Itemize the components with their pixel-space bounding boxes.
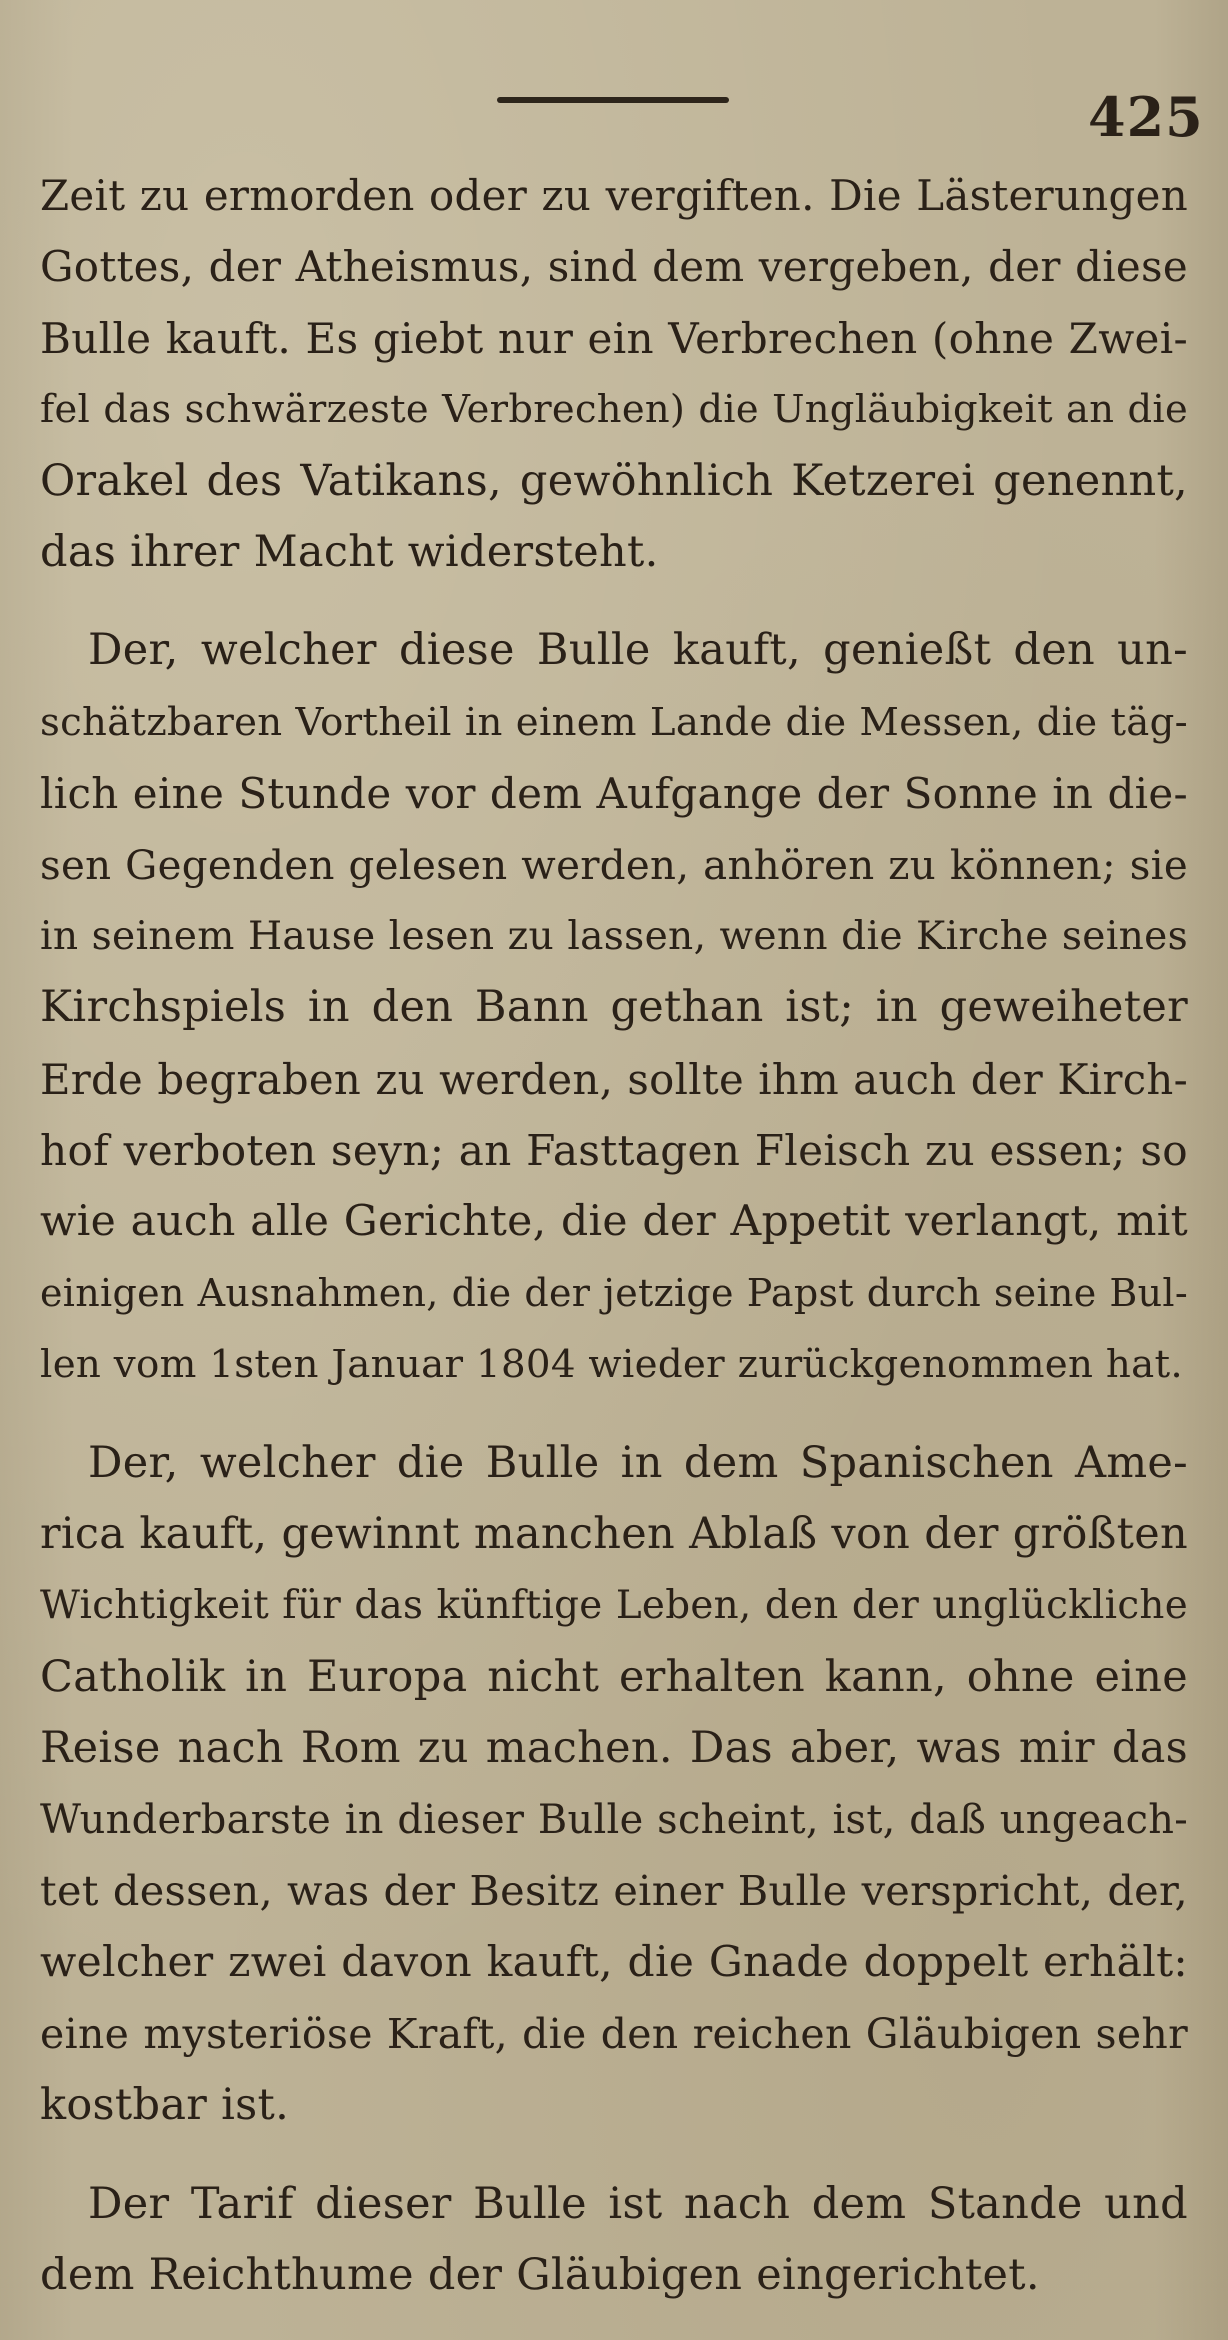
- text-line: Wunderbarste in dieser Bulle scheint, ist, daß ungeach-: [40, 1796, 1188, 1843]
- text-line: Gottes, der Atheismus, sind dem vergeben, der diese: [40, 242, 1188, 292]
- paragraph-continuation: [40, 2240, 1188, 2311]
- text-line: wie auch alle Gerichte, die der Appetit verlangt, mit: [40, 1197, 1188, 1247]
- paragraph: [40, 615, 1188, 686]
- text-line: in seinem Hause lesen zu lassen, wenn die Kirche seines: [40, 913, 1188, 959]
- text-line: sen Gegenden gelesen werden, anhören zu können; sie: [40, 841, 1188, 889]
- text-line: Catholik in Europa nicht erhalten kann, ohne eine: [40, 1651, 1188, 1702]
- text-line: welcher zwei davon kauft, die Gnade doppelt erhält:: [40, 1938, 1188, 1988]
- paragraph-continuation: [40, 1499, 1188, 2142]
- text-line: das ihrer Macht widersteht.: [40, 526, 659, 577]
- paragraph: [40, 1428, 1188, 1499]
- text-line: hof verboten seyn; an Fasttagen Fleisch zu essen; so: [40, 1126, 1188, 1176]
- paragraph: [40, 160, 1188, 588]
- text-line: Der, welcher die Bulle in dem Spanischen Ame-: [88, 1437, 1188, 1488]
- text-line: Der Tarif dieser Bulle ist nach dem Stande und: [88, 2178, 1188, 2229]
- text-line: kostbar ist.: [40, 2080, 290, 2131]
- text-line: tet dessen, was der Besitz einer Bulle verspricht, der,: [40, 1866, 1188, 1915]
- text-line: lich eine Stunde vor dem Aufgange der Sonne in die-: [40, 769, 1188, 819]
- text-line: Erde begraben zu werden, sollte ihm auch der Kirch-: [40, 1054, 1188, 1104]
- paragraph: [40, 2169, 1188, 2240]
- paragraph-continuation: [40, 687, 1188, 1401]
- header-rule: [497, 97, 729, 103]
- text-line: fel das schwärzeste Verbrechen) die Ungläubigkeit an die: [40, 387, 1188, 433]
- text-line: Der, welcher diese Bulle kauft, genießt den un-: [88, 625, 1188, 676]
- text-line: dem Reichthume der Gläubigen eingerichtet.: [40, 2249, 1040, 2300]
- text-line: Kirchspiels in den Bann gethan ist; in geweiheter: [40, 982, 1188, 1033]
- text-line: Zeit zu ermorden oder zu vergiften. Die Lästerungen: [40, 171, 1188, 220]
- text-line: eine mysteriöse Kraft, die den reichen Gläubigen sehr: [40, 2009, 1188, 2058]
- page-number: 425: [1088, 85, 1204, 149]
- text-line: Reise nach Rom zu machen. Das aber, was mir das: [40, 1723, 1188, 1774]
- text-line: schätzbaren Vortheil in einem Lande die Messen, die täg-: [40, 699, 1188, 745]
- text-line: einigen Ausnahmen, die der jetzige Papst durch seine Bul-: [40, 1270, 1188, 1315]
- text-line: Wichtigkeit für das künftige Leben, den der unglückliche: [40, 1583, 1188, 1629]
- body-text: [40, 160, 1188, 2311]
- text-line: rica kauft, gewinnt manchen Ablaß von der größten: [40, 1509, 1188, 1560]
- text-line: Orakel des Vatikans, gewöhnlich Ketzerei genennt,: [40, 455, 1188, 506]
- text-line: Bulle kauft. Es giebt nur ein Verbrechen (ohne Zwei-: [40, 313, 1188, 363]
- text-line: len vom 1sten Januar 1804 wieder zurückgenommen hat.: [40, 1342, 1184, 1388]
